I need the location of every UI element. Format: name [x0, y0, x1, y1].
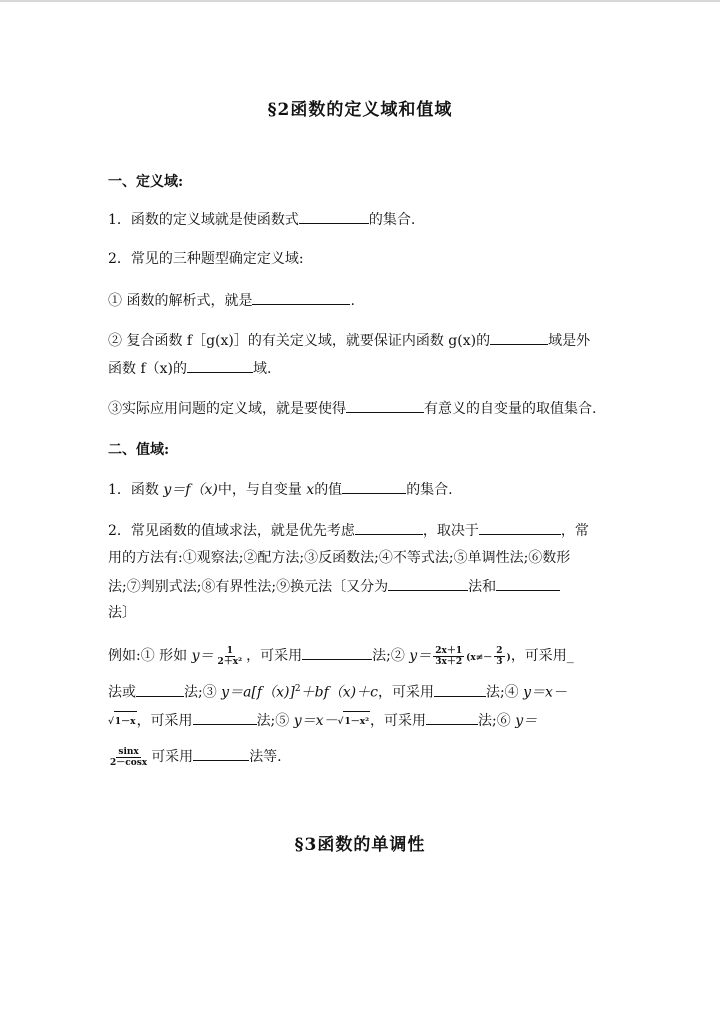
- example-1-text-d: ，可采用_: [510, 648, 574, 664]
- example-1-text-c: 法;②: [372, 648, 405, 664]
- domain-item-1: [108, 209, 415, 230]
- answer-blank: [490, 330, 548, 345]
- answer-blank: [136, 682, 184, 697]
- function-notation: y＝f（x): [163, 482, 218, 498]
- answer-blank: [426, 710, 478, 725]
- fraction-2-denominator: 3x＋2: [435, 656, 463, 667]
- answer-blank: [187, 358, 253, 373]
- range-item-1-text-c: 的值: [314, 482, 343, 498]
- range-item-2: [108, 520, 589, 541]
- domain-item-1-text-a: 1．函数的定义域就是使函数式: [108, 212, 299, 228]
- domain-case-2-cont: [108, 358, 271, 379]
- sqrt-sign: √: [108, 716, 114, 727]
- page-top-edge: [0, 0, 720, 2]
- fraction-1-denominator: 2＋x²: [217, 656, 243, 667]
- answer-blank: [355, 520, 423, 535]
- sqrt-radicand-2: 1－x²: [343, 711, 370, 732]
- example-4-text-b: 法等.: [249, 749, 282, 765]
- answer-blank: [496, 576, 560, 591]
- example-line-3: [108, 710, 537, 732]
- example-3-function: y＝a[f（x)]: [221, 684, 295, 701]
- next-section-title: §3函数的单调性: [294, 835, 426, 855]
- range-item-2-text-e: 法;⑦判别式法;⑧有界性法;⑨换元法〔又分为: [108, 579, 389, 595]
- range-item-2-text-c: ，常: [560, 523, 589, 539]
- sqrt-expression-1: [108, 711, 137, 732]
- answer-blank: [434, 682, 486, 697]
- domain-case-2-text-d: 域.: [253, 361, 272, 377]
- domain-item-1-text-b: 的集合.: [368, 212, 416, 228]
- sqrt-radicand-1: 1－x: [114, 711, 137, 732]
- example-2-function: y＝: [409, 648, 432, 664]
- range-item-2-text-f: 法和: [468, 579, 497, 595]
- example-2-text-b: 法;③: [184, 684, 217, 701]
- example-4-function: y＝x－: [523, 684, 567, 701]
- range-item-1-text-d: 的集合.: [406, 482, 453, 498]
- example-3-function-tail: ＋bf（x)＋c: [300, 684, 378, 701]
- exponent: 2: [294, 684, 301, 694]
- answer-blank: [252, 290, 350, 305]
- sqrt-expression-2: [338, 711, 371, 732]
- example-1-text-b: ，可采用: [246, 648, 303, 664]
- range-item-2-text-a: 2．常见函数的值域求法，就是优先考虑: [108, 523, 355, 539]
- condition-close: ): [506, 653, 511, 663]
- fraction-4: [108, 747, 149, 768]
- fraction-2: [433, 646, 464, 667]
- example-1-text-a: 例如:① 形如: [108, 648, 188, 664]
- range-item-2-cont: 用的方法有:①观察法;②配方法;③反函数法;④不等式法;⑤单调性法;⑥数形: [108, 550, 571, 566]
- range-item-2-cont3: 法〕: [108, 605, 136, 621]
- sqrt-sign: √: [337, 716, 344, 727]
- example-2-text-a: 法或: [108, 684, 136, 701]
- range-item-1: [108, 479, 453, 500]
- range-item-2-text-b: ，取决于: [422, 523, 479, 539]
- domain-case-2-text-c: 函数 f（x)的: [108, 361, 187, 377]
- example-4-text-a: 可采用: [151, 749, 194, 765]
- example-2-text-c: ，可采用: [377, 684, 434, 701]
- fraction-3-denominator: 3: [496, 656, 503, 667]
- variable-x: x: [306, 482, 315, 498]
- answer-blank: [299, 209, 369, 224]
- domain-case-1: [108, 290, 355, 311]
- example-1-function: y＝: [191, 648, 214, 664]
- domain-case-3-text-a: ③实际应用问题的定义域，就是要使得: [108, 401, 346, 417]
- range-item-1-text-b: 中，与自变量: [217, 482, 302, 498]
- page-title: §2函数的定义域和值域: [267, 100, 453, 120]
- section-heading-range: 二、值域:: [108, 442, 170, 458]
- answer-blank: [388, 576, 468, 591]
- answer-blank: [342, 479, 406, 494]
- fraction-3-numerator: 2: [496, 645, 503, 656]
- answer-blank: [193, 746, 249, 761]
- example-3-text-d: 法;⑥: [478, 713, 511, 729]
- fraction-3: [494, 646, 504, 667]
- example-6-function: y＝: [515, 713, 538, 729]
- example-3-text-a: ，可采用: [136, 713, 193, 729]
- example-line-1: [108, 645, 574, 668]
- example-line-2: [108, 679, 567, 703]
- answer-blank: [302, 645, 372, 660]
- fraction-2-numerator: 2x＋1: [435, 645, 463, 656]
- condition-text: (x≠－: [466, 653, 493, 663]
- section-heading-domain: 一、定义域:: [108, 174, 184, 190]
- range-item-2-cont2: [108, 576, 560, 597]
- fraction-4-numerator: sinx: [118, 746, 139, 757]
- example-2-text-d: 法;④: [485, 684, 519, 701]
- domain-case-3: [108, 398, 596, 419]
- domain-case-3-text-b: 有意义的自变量的取值集合.: [424, 401, 597, 417]
- example-line-4: [108, 746, 282, 768]
- domain-case-2: [108, 330, 590, 351]
- fraction-1: [216, 646, 245, 667]
- example-3-text-b: 法;⑤: [256, 713, 290, 729]
- domain-case-2-text-b: 域是外: [548, 333, 591, 349]
- fraction-4-denominator: 2－cosx: [110, 757, 148, 768]
- domain-case-1-text-a: ① 函数的解析式，就是: [108, 293, 253, 309]
- domain-case-2-text-a: ② 复合函数 f［g(x)］的有关定义域，就要保证内函数 g(x)的: [108, 333, 491, 349]
- answer-blank: [193, 710, 257, 725]
- example-3-text-c: ，可采用: [370, 713, 427, 729]
- fraction-1-numerator: 1: [226, 645, 233, 656]
- domain-item-2: 2．常见的三种题型确定定义域:: [108, 251, 304, 267]
- example-5-function: y＝x－: [293, 713, 338, 729]
- domain-case-1-text-b: .: [350, 293, 355, 309]
- answer-blank: [479, 520, 561, 535]
- answer-blank: [346, 398, 424, 413]
- range-item-1-text-a: 1．函数: [108, 482, 159, 498]
